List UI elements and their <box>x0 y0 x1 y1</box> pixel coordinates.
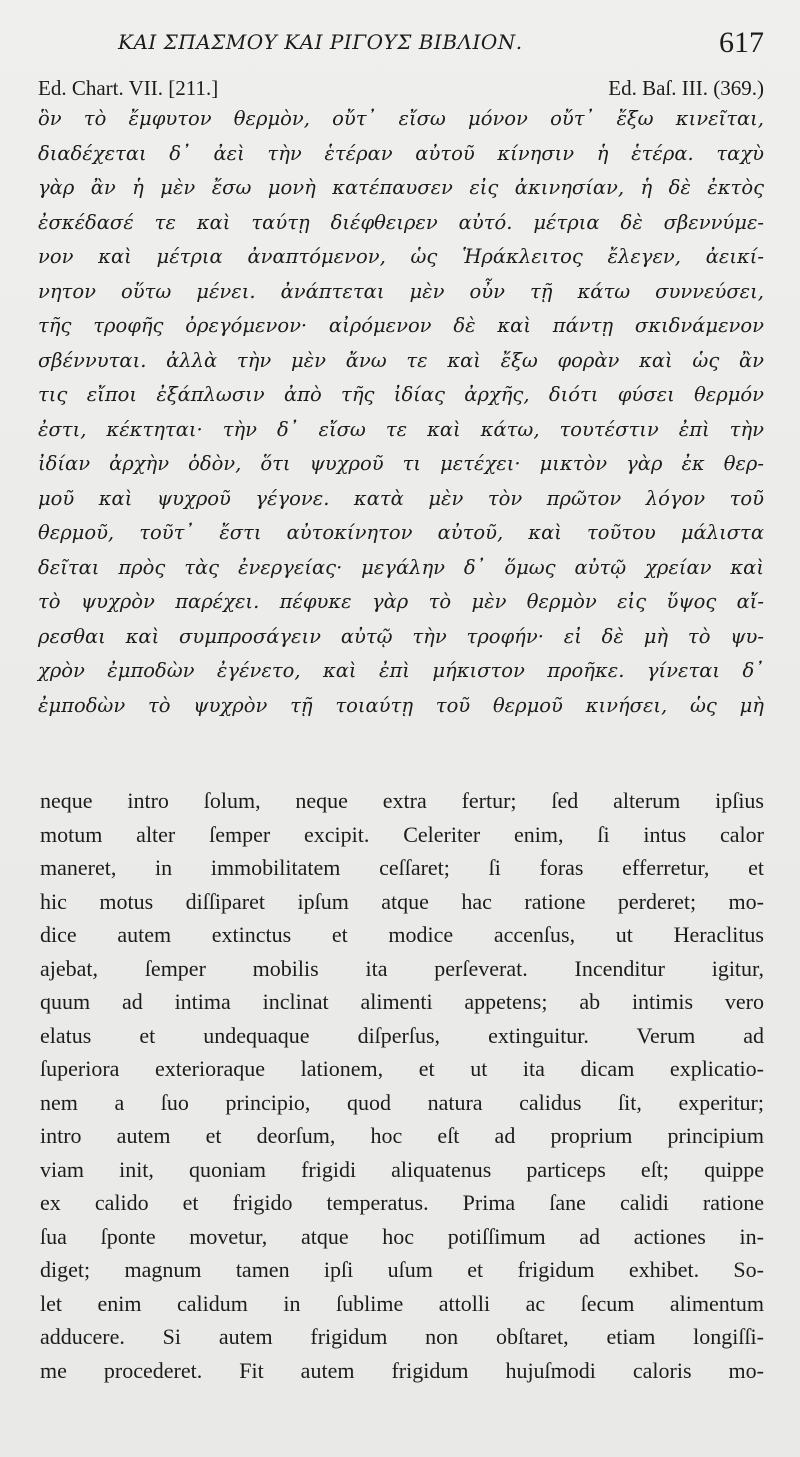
greek-line: ἰδίαν ἀρχὴν ὁδὸν, ὅτι ψυχροῦ τι μετέχει· μικτὸν γὰρ ἐκ θερ- <box>38 452 764 475</box>
latin-line: maneret, in immobilitatem ceſſaret; ſi foras efferretur, et <box>40 855 764 880</box>
latin-line: viam init, quoniam frigidi aliquatenus particeps eſt; quippe <box>40 1156 764 1182</box>
greek-line: διαδέχεται δ᾽ ἀεὶ τὴν ἑτέραν αὐτοῦ κίνησιν ἡ ἑτέρα. ταχὺ <box>38 141 764 165</box>
running-title: ΚΑΙ ΣΠΑΣΜΟΥ ΚΑΙ ΡΙΓΟΥΣ ΒΙΒΛΙΟΝ. <box>118 30 523 54</box>
latin-line: nem a ſuo principio, quod natura calidus ſit, experitur; <box>40 1089 764 1115</box>
greek-line: ρεσθαι καὶ συμπροσάγειν αὐτῷ τὴν τροφήν· εἰ δὲ μὴ τὸ ψυ- <box>38 624 764 648</box>
edition-chartier-ref: Ed. Chart. VII. [211.] <box>38 76 219 100</box>
greek-line: σβέννυται. ἀλλὰ τὴν μὲν ἄνω τε καὶ ἔξω φορὰν καὶ ὡς ἂν <box>38 348 764 372</box>
greek-line: νον καὶ μέτρια ἀναπτόμενον, ὡς Ἡράκλειτος ἔλεγεν, ἀεικί- <box>38 245 764 268</box>
latin-line: dice autem extinctus et modice accenſus, ut Heraclitus <box>40 922 764 947</box>
latin-line: ajebat, ſemper mobilis ita perſeverat. Incenditur igitur, <box>40 955 764 981</box>
latin-line: ſuperiora exterioraque lationem, et ut ita dicam explicatio- <box>40 1056 764 1081</box>
latin-line: quum ad intima inclinat alimenti appetens; ab intimis vero <box>40 989 764 1014</box>
greek-line: νητον οὕτω μένει. ἀνάπτεται μὲν οὖν τῇ κάτω συννεύσει, <box>38 279 764 303</box>
latin-line: neque intro ſolum, neque extra fertur; ſed alterum ipſius <box>40 788 764 813</box>
greek-line: τῆς τροφῆς ὀρεγόμενον· αἰρόμενον δὲ καὶ πάντῃ σκιδνάμενον <box>38 314 764 337</box>
edition-reference-line <box>38 76 764 104</box>
greek-line: ἐμποδὼν τὸ ψυχρὸν τῇ τοιαύτῃ τοῦ θερμοῦ κινήσει, ὡς μὴ <box>38 693 764 717</box>
latin-line: hic motus diſſiparet ipſum atque hac ratione perderet; mo- <box>40 888 764 914</box>
greek-line: ὃν τὸ ἔμφυτον θερμὸν, οὔτ᾽ εἴσω μόνον οὔτ᾽ ἔξω κινεῖται, <box>38 107 764 130</box>
greek-line: δεῖται πρὸς τὰς ἐνεργείας· μεγάλην δ᾽ ὅμως αὐτῷ χρείαν καὶ <box>38 555 764 579</box>
greek-line: τις εἴποι ἐξάπλωσιν ἀπὸ τῆς ἰδίας ἀρχῆς, διότι φύσει θερμόν <box>38 383 764 406</box>
latin-line: diget; magnum tamen ipſi uſum et frigidum exhibet. So- <box>40 1257 764 1282</box>
greek-line: μοῦ καὶ ψυχροῦ γέγονε. κατὰ μὲν τὸν πρῶτον λόγον τοῦ <box>38 486 764 510</box>
greek-line: ἐσκέδασέ τε καὶ ταύτῃ διέφθειρεν αὐτό. μέτρια δὲ σβεννύμε- <box>38 210 764 234</box>
latin-line: me procederet. Fit autem frigidum hujuſmodi caloris mo- <box>40 1357 764 1383</box>
latin-line: elatus et undequaque diſperſus, extinguitur. Verum ad <box>40 1022 764 1048</box>
latin-line: ſua ſponte movetur, atque hoc potiſſimum ad actiones in- <box>40 1223 764 1249</box>
greek-line: θερμοῦ, τοῦτ᾽ ἔστι αὐτοκίνητον αὐτοῦ, καὶ τοῦτου μάλιστα <box>38 521 764 544</box>
edition-basel-ref: Ed. Baſ. III. (369.) <box>608 76 764 100</box>
greek-line: τὸ ψυχρὸν παρέχει. πέφυκε γὰρ τὸ μὲν θερμὸν εἰς ὕψος αἴ- <box>38 590 764 613</box>
greek-line: ἐστι, κέκτηται· τὴν δ᾽ εἴσω τε καὶ κάτω, τουτέστιν ἐπὶ τὴν <box>38 417 764 441</box>
greek-line: χρὸν ἐμποδὼν ἐγένετο, καὶ ἐπὶ μήκιστον προῆκε. γίνεται δ᾽ <box>38 659 764 682</box>
latin-line: ex calido et frigido temperatus. Prima ſane calidi ratione <box>40 1190 764 1215</box>
running-head <box>0 26 800 66</box>
page-number: 617 <box>719 26 764 59</box>
greek-line: γὰρ ἂν ἡ μὲν ἔσω μονὴ κατέπαυσεν εἰς ἀκινησίαν, ἡ δὲ ἐκτὸς <box>38 176 764 199</box>
latin-text-block <box>40 784 764 1387</box>
latin-line: adducere. Si autem frigidum non obſtaret, etiam longiſſi- <box>40 1324 764 1349</box>
greek-text-block <box>38 102 764 723</box>
latin-line: intro autem et deorſum, hoc eſt ad proprium principium <box>40 1123 764 1148</box>
latin-line: motum alter ſemper excipit. Celeriter enim, ſi intus calor <box>40 821 764 847</box>
latin-line: let enim calidum in ſublime attolli ac ſecum alimentum <box>40 1290 764 1316</box>
